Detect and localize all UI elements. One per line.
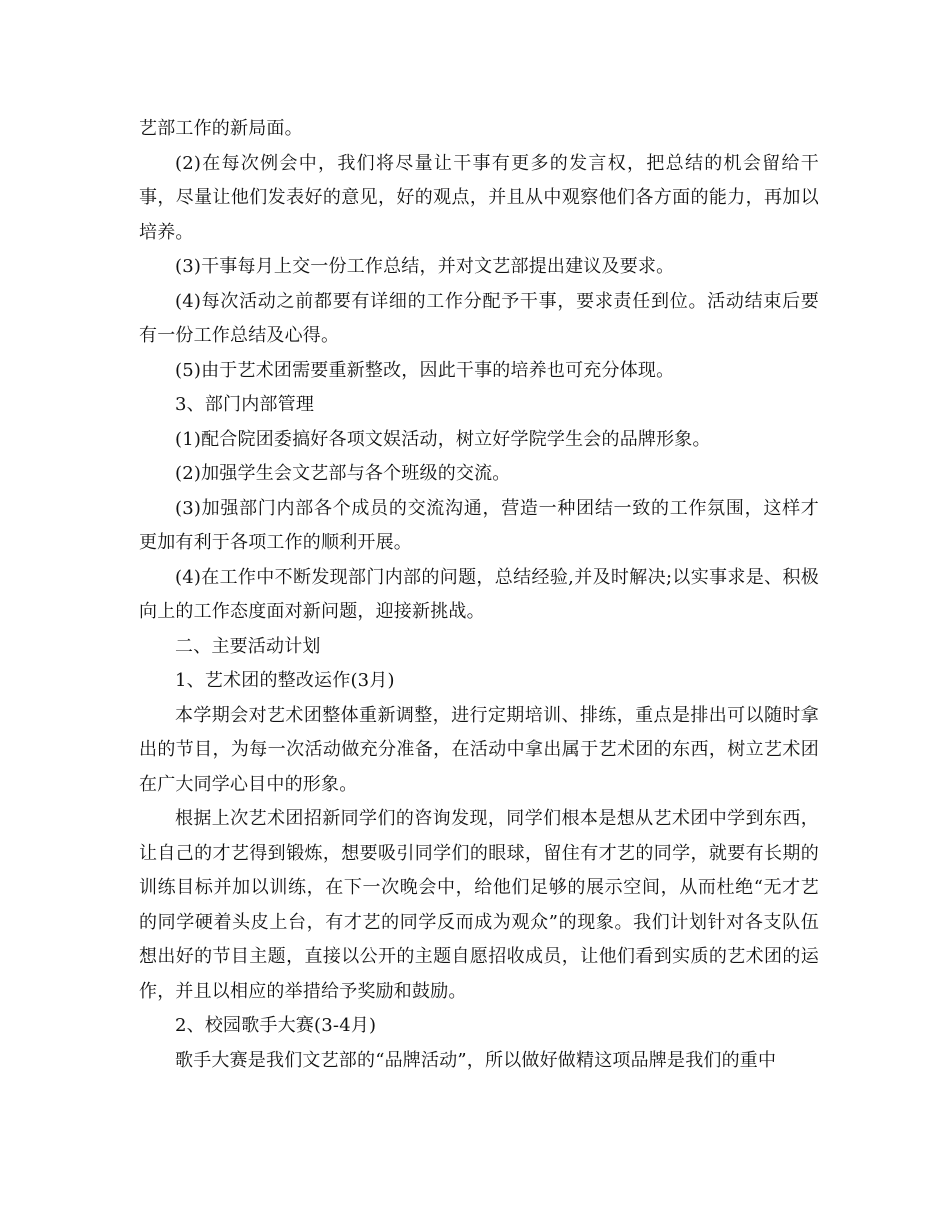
paragraph: (2)加强学生会文艺部与各个班级的交流。 — [175, 463, 511, 484]
paragraph: (2)在每次例会中，我们将尽量让干事有更多的发言权，把总结的机会留给干事，尽量让他们发表好的意见，好的观点，并且从中观察他们各方面的能力，再加以培养。 — [139, 152, 819, 243]
paragraph: (3)干事每月上交一份工作总结，并对文艺部提出建议及要求。 — [175, 256, 675, 277]
document-body — [139, 112, 819, 1078]
paragraph: 歌手大赛是我们文艺部的“品牌活动”，所以做好做精这项品牌是我们的重中 — [175, 1049, 777, 1071]
paragraph: (5)由于艺术团需要重新整改，因此干事的培养也可充分体现。 — [175, 359, 675, 381]
paragraph: (4)在工作中不断发现部门内部的问题，总结经验,并及时解决;以实事求是、积极向上的工作态度面对新问题，迎接新挑战。 — [139, 566, 819, 622]
paragraph: 2、校园歌手大赛(3-4月) — [175, 1015, 377, 1036]
paragraph: (1)配合院团委搞好各项文娱活动，树立好学院学生会的品牌形象。 — [175, 428, 711, 450]
paragraph: 二、主要活动计划 — [175, 635, 321, 657]
paragraph: 根据上次艺术团招新同学们的咨询发现，同学们根本是想从艺术团中学到东西，让自己的才艺得到锻炼，想要吸引同学们的眼球，留住有才艺的同学，就要有长期的训练目标并加以训练，在下一次晚会中，给他们足够的展示空间，从而杜绝“无才艺的同学硬着头皮上台，有才艺的同学反而成为观众”的现象。我们计划针对各支队伍想出好的节目主题，直接以公开的主题自愿招收成员，让他们看到实质的艺术团的运作，并且以相应的举措给予奖励和鼓励。 — [139, 808, 819, 1002]
paragraph: 1、艺术团的整改运作(3月) — [175, 670, 395, 691]
paragraph: 艺部工作的新局面。 — [139, 118, 303, 139]
paragraph: 本学期会对艺术团整体重新调整，进行定期培训、排练，重点是排出可以随时拿出的节目，为每一次活动做充分准备，在活动中拿出属于艺术团的东西，树立艺术团在广大同学心目中的形象。 — [139, 704, 819, 795]
paragraph: (4)每次活动之前都要有详细的工作分配予干事，要求责任到位。活动结束后要有一份工作总结及心得。 — [139, 290, 819, 346]
paragraph: (3)加强部门内部各个成员的交流沟通，营造一种团结一致的工作氛围，这样才更加有利于各项工作的顺利开展。 — [139, 497, 819, 553]
paragraph: 3、部门内部管理 — [175, 394, 315, 415]
